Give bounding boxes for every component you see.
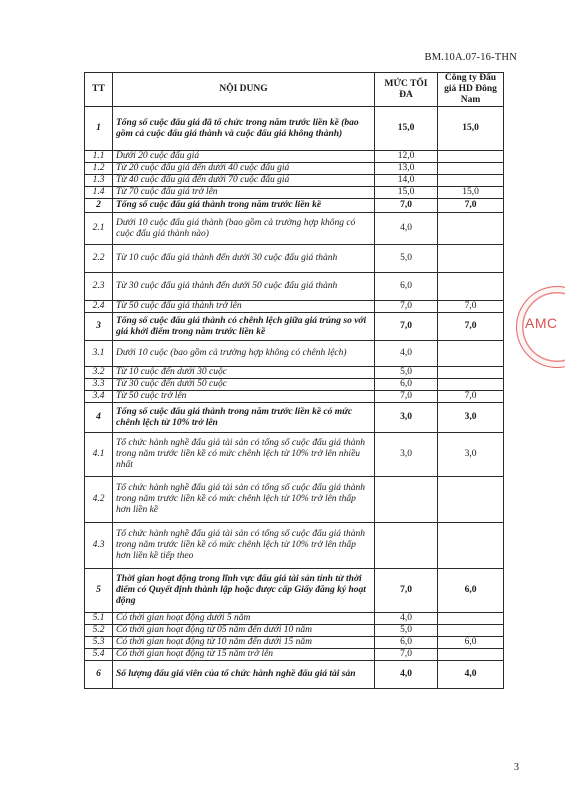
row-number-cell: 5.4: [85, 649, 113, 661]
row-max-score-cell: 7,0: [375, 569, 438, 613]
row-organization-score-cell: 7,0: [438, 313, 504, 341]
row-content-cell: Có thời gian hoạt động từ 10 năm đến dưới 15 năm: [113, 637, 375, 649]
row-number-cell: 3.1: [85, 341, 113, 367]
row-max-score-cell: 13,0: [375, 163, 438, 175]
table-row: [85, 637, 504, 649]
row-number-cell: 2.3: [85, 273, 113, 301]
row-content-cell: Số lượng đấu giá viên của tổ chức hành nghề đấu giá tài sản: [113, 661, 375, 689]
row-content-cell: Tổng số cuộc đấu giá thành có chênh lệch giữa giá trúng so với giá khởi điểm trong năm trước liền kề: [113, 313, 375, 341]
row-number-cell: 5: [85, 569, 113, 613]
row-number-cell: 2.2: [85, 245, 113, 273]
row-organization-score-cell: [438, 245, 504, 273]
row-number-cell: 4: [85, 403, 113, 433]
row-number-cell: 1.4: [85, 187, 113, 199]
row-max-score-cell: 6,0: [375, 637, 438, 649]
row-content-cell: Tổng số cuộc đấu giá thành trong năm trước liền kề có mức chênh lệch từ 10% trở lên: [113, 403, 375, 433]
row-content-cell: Tổng số cuộc đấu giá thành trong năm trước liền kề: [113, 199, 375, 213]
row-max-score-cell: 4,0: [375, 341, 438, 367]
row-max-score-cell: 14,0: [375, 175, 438, 187]
page-number: 3: [514, 762, 519, 773]
row-number-cell: 3.3: [85, 379, 113, 391]
row-number-cell: 2.4: [85, 301, 113, 313]
table-row: [85, 433, 504, 477]
table-row: [85, 273, 504, 301]
row-max-score-cell: 3,0: [375, 403, 438, 433]
row-max-score-cell: 4,0: [375, 213, 438, 245]
header-content: NỘI DUNG: [113, 73, 375, 107]
row-number-cell: 4.3: [85, 523, 113, 569]
row-content-cell: Dưới 10 cuộc (bao gồm cả trường hợp không có chênh lệch): [113, 341, 375, 367]
row-organization-score-cell: 3,0: [438, 433, 504, 477]
row-number-cell: 5.3: [85, 637, 113, 649]
row-organization-score-cell: [438, 379, 504, 391]
table-header-row: [85, 73, 504, 107]
row-organization-score-cell: 6,0: [438, 637, 504, 649]
row-content-cell: Từ 40 cuộc đấu giá đến dưới 70 cuộc đấu giá: [113, 175, 375, 187]
row-organization-score-cell: [438, 273, 504, 301]
table-row: [85, 477, 504, 523]
row-max-score-cell: 12,0: [375, 151, 438, 163]
table-row: [85, 379, 504, 391]
row-organization-score-cell: [438, 649, 504, 661]
table-body: [85, 107, 504, 689]
row-content-cell: Từ 70 cuộc đấu giá trở lên: [113, 187, 375, 199]
table-row: [85, 523, 504, 569]
row-max-score-cell: 7,0: [375, 313, 438, 341]
row-organization-score-cell: 15,0: [438, 107, 504, 151]
row-max-score-cell: 7,0: [375, 199, 438, 213]
row-content-cell: Tổ chức hành nghề đấu giá tài sản có tổng số cuộc đấu giá thành trong năm trước liền kề có mức chênh lệch từ 10% trở lên thấp hơn liền kề tiếp theo: [113, 523, 375, 569]
row-number-cell: 1: [85, 107, 113, 151]
row-number-cell: 4.1: [85, 433, 113, 477]
evaluation-criteria-table: [84, 72, 504, 689]
row-content-cell: Từ 30 cuộc đến dưới 50 cuộc: [113, 379, 375, 391]
table-row: [85, 613, 504, 625]
row-content-cell: Tổ chức hành nghề đấu giá tài sản có tổng số cuộc đấu giá thành trong năm trước liền kề có mức chênh lệch từ 10% trở lên thấp hơn liền kề: [113, 477, 375, 523]
row-organization-score-cell: 15,0: [438, 187, 504, 199]
row-content-cell: Từ 10 cuộc đấu giá thành đến dưới 30 cuộc đấu giá thành: [113, 245, 375, 273]
row-number-cell: 1.1: [85, 151, 113, 163]
document-code: BM.10A.07-16-THN: [424, 52, 517, 63]
row-content-cell: Dưới 20 cuộc đấu giá: [113, 151, 375, 163]
row-organization-score-cell: 7,0: [438, 301, 504, 313]
row-max-score-cell: 7,0: [375, 649, 438, 661]
row-number-cell: 5.2: [85, 625, 113, 637]
table-row: [85, 661, 504, 689]
row-max-score-cell: 4,0: [375, 661, 438, 689]
table-row: [85, 107, 504, 151]
table-row: [85, 367, 504, 379]
stamp-text: AMC: [525, 315, 558, 331]
row-organization-score-cell: [438, 477, 504, 523]
table-row: [85, 187, 504, 199]
table-row: [85, 625, 504, 637]
company-stamp: [516, 286, 565, 368]
row-max-score-cell: 5,0: [375, 367, 438, 379]
row-max-score-cell: 6,0: [375, 273, 438, 301]
row-max-score-cell: 7,0: [375, 301, 438, 313]
row-max-score-cell: 6,0: [375, 379, 438, 391]
table-row: [85, 151, 504, 163]
row-max-score-cell: [375, 523, 438, 569]
row-organization-score-cell: 7,0: [438, 391, 504, 403]
row-content-cell: Có thời gian hoạt động từ 05 năm đến dưới 10 năm: [113, 625, 375, 637]
row-number-cell: 1.3: [85, 175, 113, 187]
row-organization-score-cell: 3,0: [438, 403, 504, 433]
row-organization-score-cell: [438, 213, 504, 245]
row-organization-score-cell: [438, 151, 504, 163]
table-row: [85, 213, 504, 245]
table-row: [85, 569, 504, 613]
row-number-cell: 3.2: [85, 367, 113, 379]
header-max-score: MỨC TỐI ĐA: [375, 73, 438, 107]
row-organization-score-cell: [438, 175, 504, 187]
row-content-cell: Từ 10 cuộc đến dưới 30 cuộc: [113, 367, 375, 379]
row-max-score-cell: 4,0: [375, 613, 438, 625]
row-number-cell: 3: [85, 313, 113, 341]
table-row: [85, 199, 504, 213]
table-row: [85, 313, 504, 341]
row-max-score-cell: 15,0: [375, 107, 438, 151]
row-organization-score-cell: [438, 367, 504, 379]
row-number-cell: 6: [85, 661, 113, 689]
row-content-cell: Tổng số cuộc đấu giá đã tổ chức trong năm trước liền kề (bao gồm cả cuộc đấu giá thành và cuộc đấu giá không thành): [113, 107, 375, 151]
row-organization-score-cell: 7,0: [438, 199, 504, 213]
row-organization-score-cell: 6,0: [438, 569, 504, 613]
row-number-cell: 3.4: [85, 391, 113, 403]
row-organization-score-cell: [438, 523, 504, 569]
row-max-score-cell: 7,0: [375, 391, 438, 403]
row-content-cell: Từ 50 cuộc trở lên: [113, 391, 375, 403]
row-max-score-cell: 5,0: [375, 245, 438, 273]
row-number-cell: 2.1: [85, 213, 113, 245]
header-tt: TT: [85, 73, 113, 107]
row-content-cell: Từ 20 cuộc đấu giá đến dưới 40 cuộc đấu giá: [113, 163, 375, 175]
row-max-score-cell: 3,0: [375, 433, 438, 477]
row-organization-score-cell: 4,0: [438, 661, 504, 689]
row-content-cell: Từ 50 cuộc đấu giá thành trở lên: [113, 301, 375, 313]
table-row: [85, 175, 504, 187]
table-row: [85, 163, 504, 175]
header-organization: Công ty Đấu giá HD Đông Nam: [438, 73, 504, 107]
table-row: [85, 649, 504, 661]
table-row: [85, 245, 504, 273]
row-organization-score-cell: [438, 613, 504, 625]
table-row: [85, 403, 504, 433]
row-organization-score-cell: [438, 625, 504, 637]
row-content-cell: Có thời gian hoạt động từ 15 năm trở lên: [113, 649, 375, 661]
row-number-cell: 5.1: [85, 613, 113, 625]
row-content-cell: Từ 30 cuộc đấu giá thành đến dưới 50 cuộc đấu giá thành: [113, 273, 375, 301]
row-content-cell: Tổ chức hành nghề đấu giá tài sản có tổng số cuộc đấu giá thành trong năm trước liền kề có mức chênh lệch từ 10% trở lên nhiều nhất: [113, 433, 375, 477]
row-max-score-cell: [375, 477, 438, 523]
row-max-score-cell: 15,0: [375, 187, 438, 199]
row-content-cell: Thời gian hoạt động trong lĩnh vực đấu giá tài sản tính từ thời điểm có Quyết định thành lập hoặc được cấp Giấy đăng ký hoạt động: [113, 569, 375, 613]
row-content-cell: Có thời gian hoạt động dưới 5 năm: [113, 613, 375, 625]
row-organization-score-cell: [438, 341, 504, 367]
row-number-cell: 4.2: [85, 477, 113, 523]
row-content-cell: Dưới 10 cuộc đấu giá thành (bao gồm cả trường hợp không có cuộc đấu giá thành nào): [113, 213, 375, 245]
row-max-score-cell: 5,0: [375, 625, 438, 637]
table-row: [85, 301, 504, 313]
row-number-cell: 2: [85, 199, 113, 213]
row-organization-score-cell: [438, 163, 504, 175]
table-row: [85, 341, 504, 367]
row-number-cell: 1.2: [85, 163, 113, 175]
table-row: [85, 391, 504, 403]
